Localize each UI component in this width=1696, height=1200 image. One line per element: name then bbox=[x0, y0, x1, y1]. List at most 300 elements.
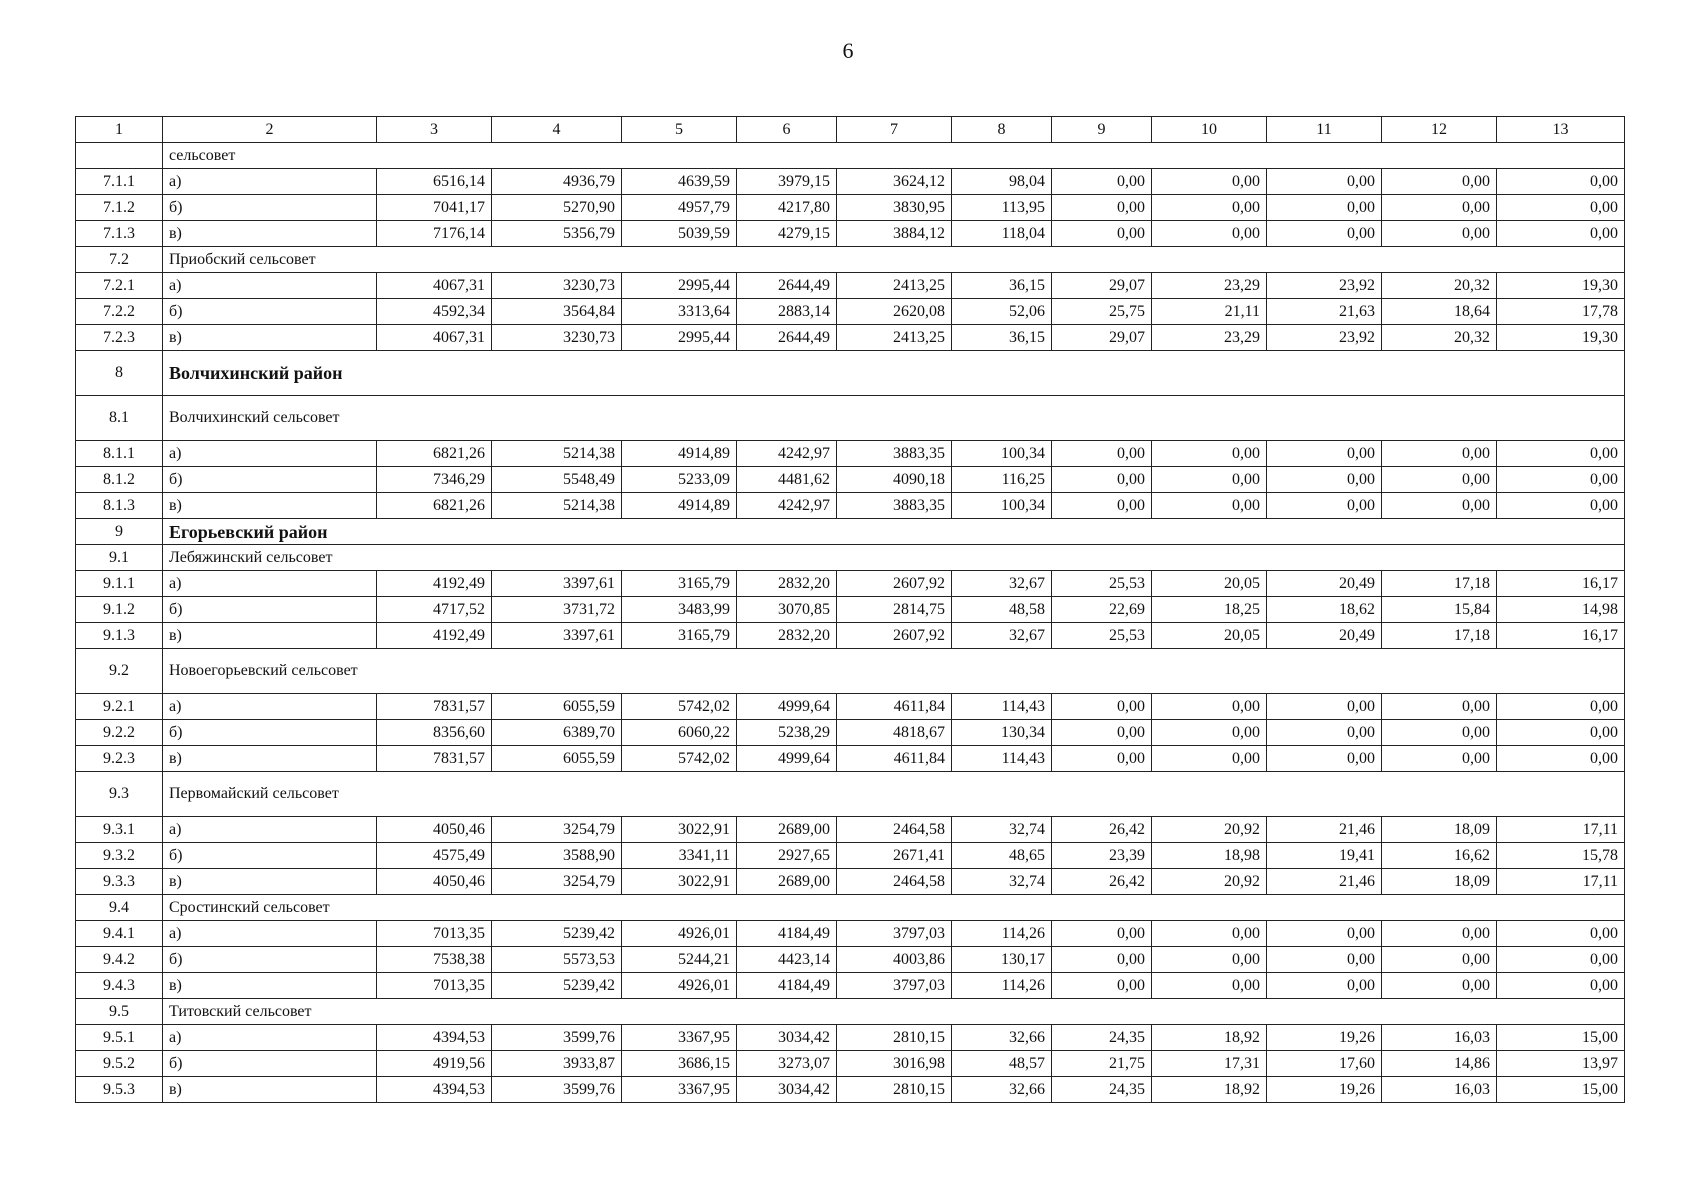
table-body bbox=[76, 117, 1625, 1103]
value-cell: 0,00 bbox=[1382, 720, 1497, 746]
table-row bbox=[76, 843, 1625, 869]
value-cell: 21,11 bbox=[1152, 299, 1267, 325]
value-cell: 0,00 bbox=[1497, 195, 1625, 221]
section-row bbox=[76, 999, 1625, 1025]
value-cell: 4914,89 bbox=[622, 441, 737, 467]
row-code: 9.4.2 bbox=[76, 947, 163, 973]
variant-label: а) bbox=[163, 169, 377, 195]
row-code: 9.2 bbox=[76, 649, 163, 694]
value-cell: 52,06 bbox=[952, 299, 1052, 325]
value-cell: 0,00 bbox=[1052, 493, 1152, 519]
value-cell: 0,00 bbox=[1052, 441, 1152, 467]
value-cell: 17,11 bbox=[1497, 869, 1625, 895]
value-cell: 14,86 bbox=[1382, 1051, 1497, 1077]
section-label: Егорьевский район bbox=[163, 519, 1625, 545]
value-cell: 3273,07 bbox=[737, 1051, 837, 1077]
section-label: Первомайский сельсовет bbox=[163, 772, 1625, 817]
table-row bbox=[76, 746, 1625, 772]
value-cell: 48,58 bbox=[952, 597, 1052, 623]
value-cell: 18,98 bbox=[1152, 843, 1267, 869]
value-cell: 20,49 bbox=[1267, 623, 1382, 649]
table-row bbox=[76, 597, 1625, 623]
table-row bbox=[76, 273, 1625, 299]
variant-label: в) bbox=[163, 869, 377, 895]
row-code: 9.3.1 bbox=[76, 817, 163, 843]
value-cell: 4050,46 bbox=[377, 817, 492, 843]
value-cell: 32,66 bbox=[952, 1077, 1052, 1103]
row-code: 9.5.3 bbox=[76, 1077, 163, 1103]
column-number-cell: 2 bbox=[163, 117, 377, 143]
value-cell: 32,74 bbox=[952, 817, 1052, 843]
row-code: 7.2.1 bbox=[76, 273, 163, 299]
value-cell: 0,00 bbox=[1052, 467, 1152, 493]
value-cell: 17,31 bbox=[1152, 1051, 1267, 1077]
table-row bbox=[76, 195, 1625, 221]
column-number-cell: 4 bbox=[492, 117, 622, 143]
value-cell: 3022,91 bbox=[622, 817, 737, 843]
value-cell: 114,43 bbox=[952, 694, 1052, 720]
variant-label: б) bbox=[163, 720, 377, 746]
row-code: 9.4.3 bbox=[76, 973, 163, 999]
value-cell: 5548,49 bbox=[492, 467, 622, 493]
value-cell: 2413,25 bbox=[837, 273, 952, 299]
value-cell: 4067,31 bbox=[377, 325, 492, 351]
value-cell: 0,00 bbox=[1497, 221, 1625, 247]
section-label: Сростинский сельсовет bbox=[163, 895, 1625, 921]
table-row bbox=[76, 817, 1625, 843]
value-cell: 0,00 bbox=[1267, 720, 1382, 746]
value-cell: 0,00 bbox=[1152, 467, 1267, 493]
value-cell: 4192,49 bbox=[377, 571, 492, 597]
value-cell: 3599,76 bbox=[492, 1025, 622, 1051]
value-cell: 0,00 bbox=[1382, 195, 1497, 221]
value-cell: 15,84 bbox=[1382, 597, 1497, 623]
variant-label: а) bbox=[163, 921, 377, 947]
value-cell: 0,00 bbox=[1267, 169, 1382, 195]
value-cell: 17,18 bbox=[1382, 571, 1497, 597]
section-row bbox=[76, 351, 1625, 396]
value-cell: 7831,57 bbox=[377, 694, 492, 720]
value-cell: 4999,64 bbox=[737, 746, 837, 772]
value-cell: 2814,75 bbox=[837, 597, 952, 623]
value-cell: 3933,87 bbox=[492, 1051, 622, 1077]
value-cell: 3797,03 bbox=[837, 921, 952, 947]
value-cell: 29,07 bbox=[1052, 273, 1152, 299]
row-code: 7.2 bbox=[76, 247, 163, 273]
value-cell: 20,32 bbox=[1382, 325, 1497, 351]
value-cell: 118,04 bbox=[952, 221, 1052, 247]
row-code: 7.2.2 bbox=[76, 299, 163, 325]
variant-label: в) bbox=[163, 623, 377, 649]
value-cell: 5742,02 bbox=[622, 694, 737, 720]
value-cell: 2620,08 bbox=[837, 299, 952, 325]
value-cell: 0,00 bbox=[1267, 221, 1382, 247]
value-cell: 6821,26 bbox=[377, 493, 492, 519]
value-cell: 3070,85 bbox=[737, 597, 837, 623]
row-code: 9.3.2 bbox=[76, 843, 163, 869]
section-label: Приобский сельсовет bbox=[163, 247, 1625, 273]
column-number-row bbox=[76, 117, 1625, 143]
value-cell: 4423,14 bbox=[737, 947, 837, 973]
value-cell: 3367,95 bbox=[622, 1077, 737, 1103]
table-row bbox=[76, 1025, 1625, 1051]
row-code: 9.4.1 bbox=[76, 921, 163, 947]
value-cell: 8356,60 bbox=[377, 720, 492, 746]
row-code: 9.5.2 bbox=[76, 1051, 163, 1077]
row-code: 9.1.1 bbox=[76, 571, 163, 597]
value-cell: 25,53 bbox=[1052, 623, 1152, 649]
column-number-cell: 6 bbox=[737, 117, 837, 143]
table-row bbox=[76, 921, 1625, 947]
row-code: 8.1.1 bbox=[76, 441, 163, 467]
value-cell: 26,42 bbox=[1052, 869, 1152, 895]
variant-label: б) bbox=[163, 195, 377, 221]
value-cell: 0,00 bbox=[1267, 973, 1382, 999]
value-cell: 3483,99 bbox=[622, 597, 737, 623]
value-cell: 19,41 bbox=[1267, 843, 1382, 869]
value-cell: 3254,79 bbox=[492, 869, 622, 895]
value-cell: 16,17 bbox=[1497, 571, 1625, 597]
table-row bbox=[76, 441, 1625, 467]
row-code: 9.1.3 bbox=[76, 623, 163, 649]
value-cell: 4394,53 bbox=[377, 1077, 492, 1103]
table-row bbox=[76, 169, 1625, 195]
section-row bbox=[76, 895, 1625, 921]
value-cell: 4090,18 bbox=[837, 467, 952, 493]
column-number-cell: 3 bbox=[377, 117, 492, 143]
value-cell: 5214,38 bbox=[492, 493, 622, 519]
row-code: 8.1 bbox=[76, 396, 163, 441]
value-cell: 32,74 bbox=[952, 869, 1052, 895]
value-cell: 114,43 bbox=[952, 746, 1052, 772]
value-cell: 3254,79 bbox=[492, 817, 622, 843]
variant-label: в) bbox=[163, 1077, 377, 1103]
value-cell: 21,46 bbox=[1267, 869, 1382, 895]
row-code: 8.1.3 bbox=[76, 493, 163, 519]
value-cell: 0,00 bbox=[1382, 441, 1497, 467]
value-cell: 3564,84 bbox=[492, 299, 622, 325]
value-cell: 4184,49 bbox=[737, 973, 837, 999]
value-cell: 116,25 bbox=[952, 467, 1052, 493]
value-cell: 0,00 bbox=[1497, 441, 1625, 467]
value-cell: 26,42 bbox=[1052, 817, 1152, 843]
value-cell: 21,46 bbox=[1267, 817, 1382, 843]
tariff-table bbox=[75, 116, 1625, 1103]
table-row bbox=[76, 1051, 1625, 1077]
value-cell: 4067,31 bbox=[377, 273, 492, 299]
value-cell: 0,00 bbox=[1497, 493, 1625, 519]
value-cell: 0,00 bbox=[1382, 493, 1497, 519]
value-cell: 2832,20 bbox=[737, 571, 837, 597]
column-number-cell: 7 bbox=[837, 117, 952, 143]
value-cell: 17,60 bbox=[1267, 1051, 1382, 1077]
value-cell: 23,39 bbox=[1052, 843, 1152, 869]
value-cell: 25,53 bbox=[1052, 571, 1152, 597]
variant-label: б) bbox=[163, 843, 377, 869]
value-cell: 4611,84 bbox=[837, 746, 952, 772]
value-cell: 2607,92 bbox=[837, 623, 952, 649]
value-cell: 20,92 bbox=[1152, 817, 1267, 843]
value-cell: 3034,42 bbox=[737, 1025, 837, 1051]
value-cell: 98,04 bbox=[952, 169, 1052, 195]
variant-label: б) bbox=[163, 597, 377, 623]
value-cell: 13,97 bbox=[1497, 1051, 1625, 1077]
value-cell: 4481,62 bbox=[737, 467, 837, 493]
value-cell: 20,05 bbox=[1152, 623, 1267, 649]
row-code: 7.1.2 bbox=[76, 195, 163, 221]
value-cell: 4592,34 bbox=[377, 299, 492, 325]
section-row bbox=[76, 396, 1625, 441]
value-cell: 0,00 bbox=[1497, 169, 1625, 195]
value-cell: 3034,42 bbox=[737, 1077, 837, 1103]
value-cell: 23,92 bbox=[1267, 325, 1382, 351]
value-cell: 2883,14 bbox=[737, 299, 837, 325]
value-cell: 0,00 bbox=[1497, 947, 1625, 973]
table-row bbox=[76, 947, 1625, 973]
value-cell: 2689,00 bbox=[737, 869, 837, 895]
value-cell: 5356,79 bbox=[492, 221, 622, 247]
value-cell: 3397,61 bbox=[492, 571, 622, 597]
value-cell: 48,57 bbox=[952, 1051, 1052, 1077]
value-cell: 4242,97 bbox=[737, 493, 837, 519]
section-row bbox=[76, 247, 1625, 273]
value-cell: 5239,42 bbox=[492, 921, 622, 947]
row-code: 7.1.1 bbox=[76, 169, 163, 195]
value-cell: 2689,00 bbox=[737, 817, 837, 843]
value-cell: 18,92 bbox=[1152, 1077, 1267, 1103]
value-cell: 4279,15 bbox=[737, 221, 837, 247]
value-cell: 5233,09 bbox=[622, 467, 737, 493]
value-cell: 7041,17 bbox=[377, 195, 492, 221]
value-cell: 24,35 bbox=[1052, 1077, 1152, 1103]
table-row bbox=[76, 571, 1625, 597]
value-cell: 0,00 bbox=[1267, 694, 1382, 720]
table-row bbox=[76, 221, 1625, 247]
value-cell: 7176,14 bbox=[377, 221, 492, 247]
value-cell: 3883,35 bbox=[837, 493, 952, 519]
row-code: 7.1.3 bbox=[76, 221, 163, 247]
value-cell: 0,00 bbox=[1152, 441, 1267, 467]
variant-label: б) bbox=[163, 947, 377, 973]
table-row bbox=[76, 299, 1625, 325]
value-cell: 100,34 bbox=[952, 493, 1052, 519]
value-cell: 4184,49 bbox=[737, 921, 837, 947]
value-cell: 25,75 bbox=[1052, 299, 1152, 325]
value-cell: 3397,61 bbox=[492, 623, 622, 649]
value-cell: 0,00 bbox=[1052, 694, 1152, 720]
value-cell: 3731,72 bbox=[492, 597, 622, 623]
value-cell: 3230,73 bbox=[492, 325, 622, 351]
table-row bbox=[76, 720, 1625, 746]
value-cell: 3313,64 bbox=[622, 299, 737, 325]
value-cell: 0,00 bbox=[1267, 921, 1382, 947]
table-row bbox=[76, 973, 1625, 999]
value-cell: 0,00 bbox=[1267, 493, 1382, 519]
value-cell: 114,26 bbox=[952, 921, 1052, 947]
value-cell: 48,65 bbox=[952, 843, 1052, 869]
value-cell: 7538,38 bbox=[377, 947, 492, 973]
row-code: 9.3.3 bbox=[76, 869, 163, 895]
value-cell: 5239,42 bbox=[492, 973, 622, 999]
value-cell: 4957,79 bbox=[622, 195, 737, 221]
value-cell: 2995,44 bbox=[622, 273, 737, 299]
value-cell: 0,00 bbox=[1382, 694, 1497, 720]
value-cell: 5238,29 bbox=[737, 720, 837, 746]
column-number-cell: 10 bbox=[1152, 117, 1267, 143]
column-number-cell: 13 bbox=[1497, 117, 1625, 143]
value-cell: 6060,22 bbox=[622, 720, 737, 746]
column-number-cell: 9 bbox=[1052, 117, 1152, 143]
value-cell: 20,49 bbox=[1267, 571, 1382, 597]
value-cell: 7346,29 bbox=[377, 467, 492, 493]
value-cell: 4914,89 bbox=[622, 493, 737, 519]
value-cell: 2464,58 bbox=[837, 869, 952, 895]
row-code: 9.2.2 bbox=[76, 720, 163, 746]
value-cell: 3624,12 bbox=[837, 169, 952, 195]
value-cell: 2671,41 bbox=[837, 843, 952, 869]
section-row bbox=[76, 143, 1625, 169]
value-cell: 0,00 bbox=[1152, 694, 1267, 720]
value-cell: 5039,59 bbox=[622, 221, 737, 247]
row-code: 9.4 bbox=[76, 895, 163, 921]
value-cell: 5244,21 bbox=[622, 947, 737, 973]
value-cell: 4818,67 bbox=[837, 720, 952, 746]
value-cell: 3367,95 bbox=[622, 1025, 737, 1051]
table-row bbox=[76, 623, 1625, 649]
value-cell: 6389,70 bbox=[492, 720, 622, 746]
section-row bbox=[76, 772, 1625, 817]
value-cell: 113,95 bbox=[952, 195, 1052, 221]
value-cell: 0,00 bbox=[1497, 973, 1625, 999]
value-cell: 3230,73 bbox=[492, 273, 622, 299]
value-cell: 2995,44 bbox=[622, 325, 737, 351]
value-cell: 4611,84 bbox=[837, 694, 952, 720]
column-number-cell: 1 bbox=[76, 117, 163, 143]
table-row bbox=[76, 493, 1625, 519]
variant-label: в) bbox=[163, 325, 377, 351]
column-number-cell: 5 bbox=[622, 117, 737, 143]
table-row bbox=[76, 467, 1625, 493]
value-cell: 18,64 bbox=[1382, 299, 1497, 325]
value-cell: 19,26 bbox=[1267, 1025, 1382, 1051]
row-code: 8 bbox=[76, 351, 163, 396]
value-cell: 19,30 bbox=[1497, 325, 1625, 351]
row-code: 9.3 bbox=[76, 772, 163, 817]
value-cell: 0,00 bbox=[1267, 467, 1382, 493]
value-cell: 14,98 bbox=[1497, 597, 1625, 623]
value-cell: 0,00 bbox=[1497, 720, 1625, 746]
value-cell: 17,18 bbox=[1382, 623, 1497, 649]
value-cell: 4050,46 bbox=[377, 869, 492, 895]
value-cell: 4936,79 bbox=[492, 169, 622, 195]
value-cell: 4394,53 bbox=[377, 1025, 492, 1051]
value-cell: 5270,90 bbox=[492, 195, 622, 221]
value-cell: 0,00 bbox=[1382, 973, 1497, 999]
value-cell: 19,26 bbox=[1267, 1077, 1382, 1103]
value-cell: 20,05 bbox=[1152, 571, 1267, 597]
value-cell: 15,78 bbox=[1497, 843, 1625, 869]
value-cell: 0,00 bbox=[1152, 947, 1267, 973]
value-cell: 6516,14 bbox=[377, 169, 492, 195]
value-cell: 18,09 bbox=[1382, 869, 1497, 895]
value-cell: 7831,57 bbox=[377, 746, 492, 772]
value-cell: 2644,49 bbox=[737, 273, 837, 299]
value-cell: 24,35 bbox=[1052, 1025, 1152, 1051]
row-code bbox=[76, 143, 163, 169]
value-cell: 16,03 bbox=[1382, 1025, 1497, 1051]
section-label: Волчихинский сельсовет bbox=[163, 396, 1625, 441]
value-cell: 0,00 bbox=[1382, 221, 1497, 247]
value-cell: 4003,86 bbox=[837, 947, 952, 973]
value-cell: 0,00 bbox=[1497, 467, 1625, 493]
value-cell: 0,00 bbox=[1052, 746, 1152, 772]
value-cell: 15,00 bbox=[1497, 1025, 1625, 1051]
section-label: сельсовет bbox=[163, 143, 1625, 169]
table-row bbox=[76, 325, 1625, 351]
value-cell: 0,00 bbox=[1382, 746, 1497, 772]
value-cell: 2810,15 bbox=[837, 1077, 952, 1103]
value-cell: 0,00 bbox=[1497, 921, 1625, 947]
value-cell: 100,34 bbox=[952, 441, 1052, 467]
value-cell: 4926,01 bbox=[622, 921, 737, 947]
value-cell: 21,75 bbox=[1052, 1051, 1152, 1077]
value-cell: 3884,12 bbox=[837, 221, 952, 247]
value-cell: 3830,95 bbox=[837, 195, 952, 221]
value-cell: 0,00 bbox=[1052, 947, 1152, 973]
variant-label: а) bbox=[163, 694, 377, 720]
value-cell: 18,62 bbox=[1267, 597, 1382, 623]
value-cell: 2607,92 bbox=[837, 571, 952, 597]
value-cell: 0,00 bbox=[1052, 921, 1152, 947]
value-cell: 19,30 bbox=[1497, 273, 1625, 299]
value-cell: 0,00 bbox=[1052, 973, 1152, 999]
value-cell: 4926,01 bbox=[622, 973, 737, 999]
value-cell: 20,32 bbox=[1382, 273, 1497, 299]
value-cell: 0,00 bbox=[1267, 947, 1382, 973]
value-cell: 0,00 bbox=[1152, 720, 1267, 746]
section-label: Волчихинский район bbox=[163, 351, 1625, 396]
variant-label: а) bbox=[163, 571, 377, 597]
value-cell: 0,00 bbox=[1152, 195, 1267, 221]
value-cell: 0,00 bbox=[1382, 921, 1497, 947]
row-code: 7.2.3 bbox=[76, 325, 163, 351]
value-cell: 0,00 bbox=[1052, 221, 1152, 247]
value-cell: 22,69 bbox=[1052, 597, 1152, 623]
value-cell: 3686,15 bbox=[622, 1051, 737, 1077]
value-cell: 15,00 bbox=[1497, 1077, 1625, 1103]
row-code: 9.5 bbox=[76, 999, 163, 1025]
value-cell: 21,63 bbox=[1267, 299, 1382, 325]
variant-label: в) bbox=[163, 973, 377, 999]
variant-label: в) bbox=[163, 493, 377, 519]
value-cell: 6821,26 bbox=[377, 441, 492, 467]
value-cell: 0,00 bbox=[1497, 746, 1625, 772]
variant-label: в) bbox=[163, 221, 377, 247]
value-cell: 0,00 bbox=[1267, 441, 1382, 467]
row-code: 9.1 bbox=[76, 545, 163, 571]
section-row bbox=[76, 519, 1625, 545]
row-code: 9.5.1 bbox=[76, 1025, 163, 1051]
value-cell: 3022,91 bbox=[622, 869, 737, 895]
value-cell: 0,00 bbox=[1382, 947, 1497, 973]
value-cell: 23,29 bbox=[1152, 325, 1267, 351]
value-cell: 3599,76 bbox=[492, 1077, 622, 1103]
value-cell: 3165,79 bbox=[622, 571, 737, 597]
row-code: 9.2.1 bbox=[76, 694, 163, 720]
value-cell: 4717,52 bbox=[377, 597, 492, 623]
row-code: 9.2.3 bbox=[76, 746, 163, 772]
row-code: 9.1.2 bbox=[76, 597, 163, 623]
